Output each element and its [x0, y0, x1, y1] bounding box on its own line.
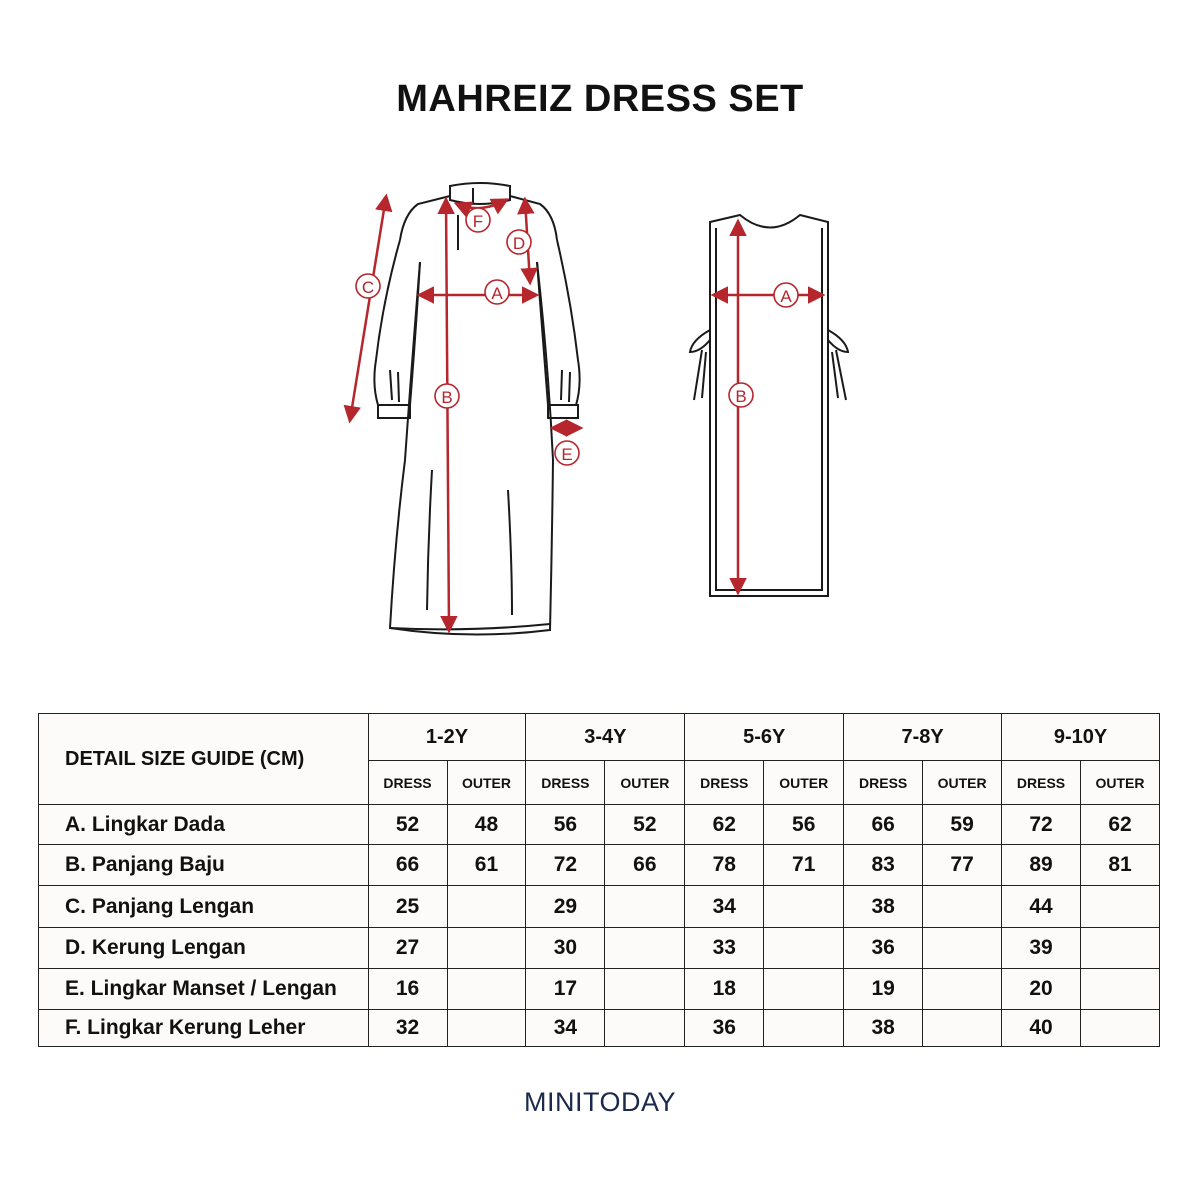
table-cell: 52	[368, 805, 447, 845]
age-header-5-6y: 5-6Y	[685, 714, 844, 761]
svg-text:F: F	[472, 212, 484, 231]
table-cell: 32	[368, 1010, 447, 1047]
table-cell: 89	[1002, 845, 1081, 886]
page-title: MAHREIZ DRESS SET	[396, 78, 804, 120]
table-cell	[764, 928, 844, 969]
table-row	[39, 805, 1160, 845]
row-label: D. Kerung Lengan	[39, 928, 369, 969]
row-label: F. Lingkar Kerung Leher	[39, 1010, 369, 1047]
table-cell	[923, 928, 1002, 969]
sub-header-dress: DRESS	[1002, 761, 1081, 805]
sub-header-dress: DRESS	[526, 761, 605, 805]
table-row	[39, 928, 1160, 969]
age-header-row	[39, 714, 1160, 761]
sub-header-dress: DRESS	[368, 761, 447, 805]
table-cell	[1081, 928, 1160, 969]
marker-f-dress	[466, 208, 490, 232]
table-cell	[605, 928, 685, 969]
table-cell: 61	[447, 845, 526, 886]
table-cell: 30	[526, 928, 605, 969]
age-header-1-2y: 1-2Y	[368, 714, 526, 761]
outer-measurements	[714, 222, 822, 592]
table-cell	[1081, 1010, 1160, 1047]
table-cell	[447, 928, 526, 969]
svg-text:A: A	[780, 287, 792, 306]
table-cell	[764, 1010, 844, 1047]
table-cell: 56	[764, 805, 844, 845]
size-table-body	[39, 805, 1160, 1047]
sub-header-outer: OUTER	[1081, 761, 1160, 805]
table-cell: 62	[685, 805, 764, 845]
table-cell: 25	[368, 886, 447, 928]
table-cell: 34	[526, 1010, 605, 1047]
table-cell: 71	[764, 845, 844, 886]
age-header-7-8y: 7-8Y	[844, 714, 1002, 761]
svg-text:D: D	[512, 234, 526, 253]
outer-drawing	[690, 215, 848, 596]
table-cell: 62	[1081, 805, 1160, 845]
table-cell: 83	[844, 845, 923, 886]
table-cell	[1081, 969, 1160, 1010]
age-header-9-10y: 9-10Y	[1002, 714, 1160, 761]
table-cell: 48	[447, 805, 526, 845]
table-cell: 56	[526, 805, 605, 845]
table-cell: 52	[605, 805, 685, 845]
table-cell: 33	[685, 928, 764, 969]
table-cell	[447, 1010, 526, 1047]
sub-header-outer: OUTER	[605, 761, 685, 805]
sub-header-dress: DRESS	[844, 761, 923, 805]
table-cell: 20	[1002, 969, 1081, 1010]
table-cell: 77	[923, 845, 1002, 886]
table-cell: 19	[844, 969, 923, 1010]
table-cell: 66	[368, 845, 447, 886]
table-cell: 40	[1002, 1010, 1081, 1047]
row-label: E. Lingkar Manset / Lengan	[39, 969, 369, 1010]
table-row	[39, 969, 1160, 1010]
table-cell: 29	[526, 886, 605, 928]
table-cell	[605, 886, 685, 928]
row-label: A. Lingkar Dada	[39, 805, 369, 845]
dress-drawing	[374, 183, 579, 635]
table-cell: 78	[685, 845, 764, 886]
table-cell: 81	[1081, 845, 1160, 886]
table-cell: 66	[605, 845, 685, 886]
table-cell	[923, 886, 1002, 928]
svg-text:A: A	[491, 284, 503, 303]
row-label: C. Panjang Lengan	[39, 886, 369, 928]
size-guide-header: DETAIL SIZE GUIDE (CM)	[39, 714, 369, 805]
sub-header-dress: DRESS	[685, 761, 764, 805]
table-cell: 72	[1002, 805, 1081, 845]
table-cell: 17	[526, 969, 605, 1010]
marker-a-outer	[774, 283, 798, 307]
size-guide-table	[38, 713, 1160, 1047]
table-cell: 66	[844, 805, 923, 845]
table-row	[39, 845, 1160, 886]
table-cell	[764, 886, 844, 928]
table-cell	[923, 1010, 1002, 1047]
sub-header-outer: OUTER	[764, 761, 844, 805]
age-header-3-4y: 3-4Y	[526, 714, 685, 761]
marker-c-dress	[356, 274, 380, 298]
table-row	[39, 1010, 1160, 1047]
marker-d-dress	[507, 230, 531, 254]
marker-a-dress	[485, 280, 509, 304]
table-cell: 34	[685, 886, 764, 928]
marker-b-outer	[729, 383, 753, 407]
sub-header-outer: OUTER	[447, 761, 526, 805]
table-cell: 16	[368, 969, 447, 1010]
table-cell: 39	[1002, 928, 1081, 969]
table-cell: 36	[844, 928, 923, 969]
table-row	[39, 886, 1160, 928]
dress-measurements	[350, 197, 580, 630]
brand-name: MINITODAY	[523, 1087, 676, 1117]
sub-header-outer: OUTER	[923, 761, 1002, 805]
table-cell: 38	[844, 1010, 923, 1047]
svg-text:B: B	[441, 388, 453, 407]
marker-b-dress	[435, 384, 459, 408]
table-cell	[923, 969, 1002, 1010]
svg-text:B: B	[735, 387, 747, 406]
table-cell	[1081, 886, 1160, 928]
table-cell: 27	[368, 928, 447, 969]
table-cell: 59	[923, 805, 1002, 845]
table-cell	[447, 969, 526, 1010]
marker-e-dress	[555, 441, 579, 465]
table-cell	[447, 886, 526, 928]
table-cell: 44	[1002, 886, 1081, 928]
table-cell	[605, 969, 685, 1010]
table-cell: 38	[844, 886, 923, 928]
svg-text:C: C	[361, 278, 375, 297]
table-cell	[605, 1010, 685, 1047]
table-cell: 36	[685, 1010, 764, 1047]
table-cell	[764, 969, 844, 1010]
svg-text:E: E	[561, 445, 573, 464]
row-label: B. Panjang Baju	[39, 845, 369, 886]
table-cell: 72	[526, 845, 605, 886]
table-cell: 18	[685, 969, 764, 1010]
